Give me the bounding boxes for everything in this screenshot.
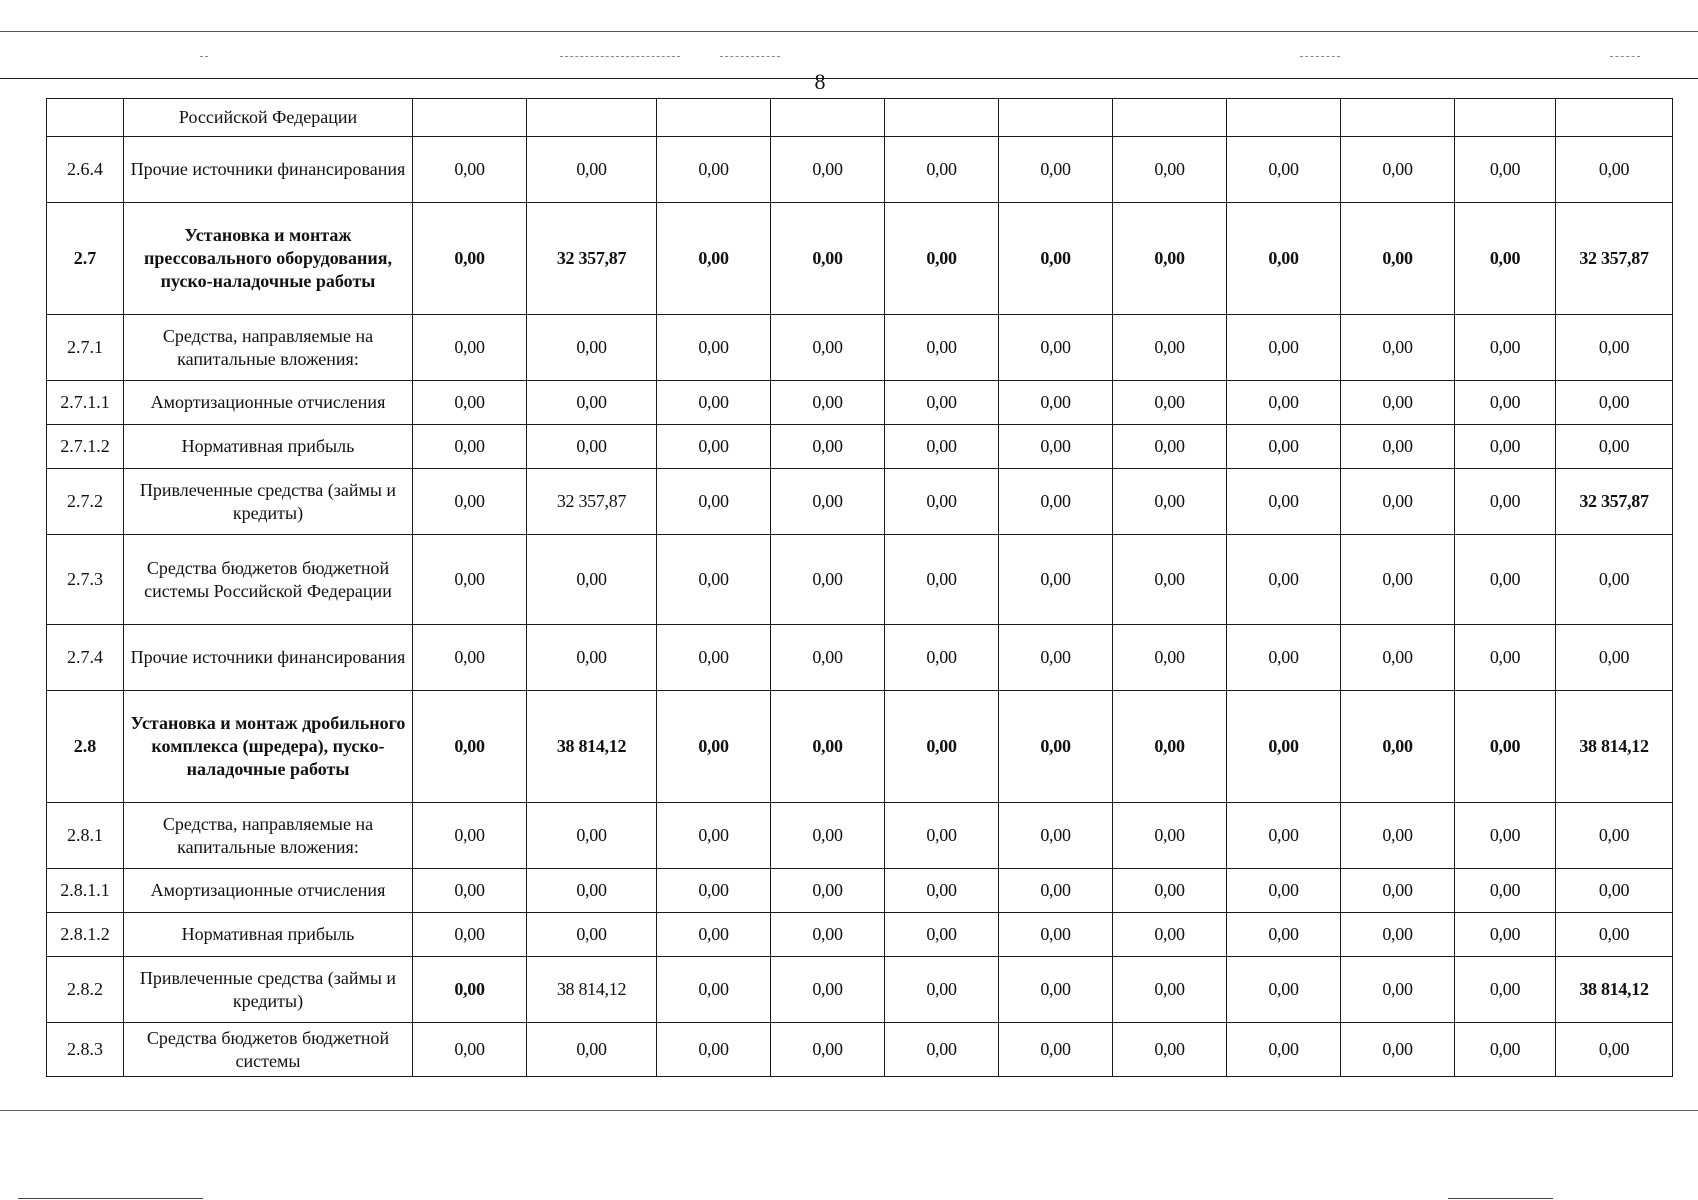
header-rule bbox=[0, 78, 1698, 79]
value-cell: 38 814,12 bbox=[1556, 957, 1673, 1023]
value-cell: 32 357,87 bbox=[527, 203, 657, 315]
row-description: Амортизационные отчисления bbox=[124, 381, 413, 425]
value-cell: 0,00 bbox=[1341, 691, 1455, 803]
scan-artifact bbox=[1300, 56, 1340, 57]
row-code: 2.7.4 bbox=[47, 625, 124, 691]
value-cell: 0,00 bbox=[1455, 1023, 1556, 1077]
value-cell: 0,00 bbox=[1455, 469, 1556, 535]
value-cell: 0,00 bbox=[657, 803, 771, 869]
value-cell: 0,00 bbox=[1341, 803, 1455, 869]
row-description: Нормативная прибыль bbox=[124, 425, 413, 469]
value-cell: 0,00 bbox=[1227, 869, 1341, 913]
value-cell: 0,00 bbox=[1113, 1023, 1227, 1077]
table-row bbox=[47, 315, 1673, 381]
value-cell: 0,00 bbox=[885, 137, 999, 203]
row-description: Средства, направляемые на капитальные вложения: bbox=[124, 803, 413, 869]
value-cell: 0,00 bbox=[999, 381, 1113, 425]
value-cell: 0,00 bbox=[413, 691, 527, 803]
value-cell: 0,00 bbox=[1113, 691, 1227, 803]
value-cell: 0,00 bbox=[413, 913, 527, 957]
value-cell: 0,00 bbox=[885, 1023, 999, 1077]
value-cell: 0,00 bbox=[1113, 381, 1227, 425]
row-code: 2.8.3 bbox=[47, 1023, 124, 1077]
value-cell: 0,00 bbox=[771, 803, 885, 869]
value-cell: 0,00 bbox=[771, 425, 885, 469]
value-cell: 0,00 bbox=[999, 469, 1113, 535]
row-description: Нормативная прибыль bbox=[124, 913, 413, 957]
table-row bbox=[47, 625, 1673, 691]
value-cell: 0,00 bbox=[1113, 535, 1227, 625]
value-cell bbox=[413, 99, 527, 137]
value-cell: 0,00 bbox=[1556, 869, 1673, 913]
value-cell: 0,00 bbox=[1455, 315, 1556, 381]
value-cell: 0,00 bbox=[657, 869, 771, 913]
value-cell: 0,00 bbox=[999, 203, 1113, 315]
table-row bbox=[47, 99, 1673, 137]
row-code: 2.7.1.1 bbox=[47, 381, 124, 425]
value-cell: 0,00 bbox=[1113, 203, 1227, 315]
value-cell: 0,00 bbox=[527, 137, 657, 203]
value-cell: 0,00 bbox=[1227, 803, 1341, 869]
value-cell: 0,00 bbox=[885, 315, 999, 381]
value-cell: 0,00 bbox=[413, 203, 527, 315]
value-cell bbox=[1556, 99, 1673, 137]
scan-artifact bbox=[720, 56, 780, 57]
value-cell: 0,00 bbox=[885, 625, 999, 691]
value-cell: 0,00 bbox=[1113, 803, 1227, 869]
value-cell: 0,00 bbox=[1341, 869, 1455, 913]
value-cell: 0,00 bbox=[527, 425, 657, 469]
value-cell: 0,00 bbox=[413, 957, 527, 1023]
value-cell: 0,00 bbox=[771, 137, 885, 203]
value-cell bbox=[657, 99, 771, 137]
value-cell: 38 814,12 bbox=[527, 957, 657, 1023]
value-cell: 0,00 bbox=[1227, 315, 1341, 381]
row-code: 2.8.2 bbox=[47, 957, 124, 1023]
value-cell: 0,00 bbox=[657, 315, 771, 381]
value-cell: 0,00 bbox=[413, 469, 527, 535]
value-cell bbox=[999, 99, 1113, 137]
value-cell: 0,00 bbox=[413, 1023, 527, 1077]
value-cell: 0,00 bbox=[1455, 869, 1556, 913]
row-code: 2.7 bbox=[47, 203, 124, 315]
value-cell: 0,00 bbox=[1227, 203, 1341, 315]
value-cell: 0,00 bbox=[1227, 625, 1341, 691]
table-row bbox=[47, 381, 1673, 425]
value-cell: 0,00 bbox=[1455, 203, 1556, 315]
value-cell: 0,00 bbox=[1227, 469, 1341, 535]
value-cell: 0,00 bbox=[999, 913, 1113, 957]
scan-artifact bbox=[560, 56, 680, 57]
row-description: Средства бюджетов бюджетной системы Российской Федерации bbox=[124, 535, 413, 625]
table-row bbox=[47, 425, 1673, 469]
value-cell: 0,00 bbox=[527, 625, 657, 691]
value-cell: 0,00 bbox=[527, 869, 657, 913]
row-description: Прочие источники финансирования bbox=[124, 625, 413, 691]
value-cell: 0,00 bbox=[1227, 137, 1341, 203]
value-cell: 0,00 bbox=[527, 803, 657, 869]
value-cell: 0,00 bbox=[771, 381, 885, 425]
value-cell: 0,00 bbox=[657, 425, 771, 469]
value-cell: 0,00 bbox=[999, 425, 1113, 469]
value-cell: 0,00 bbox=[527, 535, 657, 625]
row-code: 2.8.1.2 bbox=[47, 913, 124, 957]
value-cell: 0,00 bbox=[1113, 315, 1227, 381]
value-cell: 0,00 bbox=[1455, 803, 1556, 869]
row-code: 2.7.1 bbox=[47, 315, 124, 381]
value-cell: 0,00 bbox=[413, 425, 527, 469]
value-cell: 0,00 bbox=[999, 691, 1113, 803]
value-cell: 38 814,12 bbox=[527, 691, 657, 803]
scan-artifact bbox=[1610, 56, 1640, 57]
value-cell bbox=[885, 99, 999, 137]
value-cell: 0,00 bbox=[1341, 913, 1455, 957]
value-cell: 0,00 bbox=[1455, 691, 1556, 803]
value-cell: 0,00 bbox=[885, 425, 999, 469]
value-cell: 0,00 bbox=[413, 803, 527, 869]
value-cell: 0,00 bbox=[657, 957, 771, 1023]
value-cell: 0,00 bbox=[885, 957, 999, 1023]
row-description: Привлеченные средства (займы и кредиты) bbox=[124, 957, 413, 1023]
value-cell: 0,00 bbox=[657, 203, 771, 315]
value-cell: 32 357,87 bbox=[1556, 469, 1673, 535]
value-cell bbox=[1113, 99, 1227, 137]
row-description: Средства, направляемые на капитальные вложения: bbox=[124, 315, 413, 381]
table-row bbox=[47, 691, 1673, 803]
table-row bbox=[47, 203, 1673, 315]
value-cell: 0,00 bbox=[657, 137, 771, 203]
row-code: 2.8 bbox=[47, 691, 124, 803]
value-cell: 0,00 bbox=[1341, 625, 1455, 691]
value-cell: 0,00 bbox=[999, 315, 1113, 381]
value-cell: 0,00 bbox=[999, 625, 1113, 691]
value-cell: 0,00 bbox=[1455, 913, 1556, 957]
value-cell: 0,00 bbox=[771, 869, 885, 913]
value-cell bbox=[1455, 99, 1556, 137]
value-cell: 0,00 bbox=[771, 1023, 885, 1077]
row-code bbox=[47, 99, 124, 137]
value-cell: 0,00 bbox=[1227, 535, 1341, 625]
value-cell: 0,00 bbox=[1227, 691, 1341, 803]
value-cell: 0,00 bbox=[1556, 381, 1673, 425]
table-row bbox=[47, 803, 1673, 869]
value-cell: 0,00 bbox=[1113, 913, 1227, 957]
value-cell: 0,00 bbox=[771, 957, 885, 1023]
value-cell: 0,00 bbox=[413, 869, 527, 913]
value-cell: 0,00 bbox=[1341, 1023, 1455, 1077]
value-cell: 0,00 bbox=[1341, 381, 1455, 425]
value-cell: 32 357,87 bbox=[527, 469, 657, 535]
value-cell: 0,00 bbox=[1556, 913, 1673, 957]
value-cell: 0,00 bbox=[885, 691, 999, 803]
row-code: 2.7.3 bbox=[47, 535, 124, 625]
value-cell: 0,00 bbox=[885, 869, 999, 913]
scan-artifact bbox=[200, 56, 208, 57]
value-cell: 32 357,87 bbox=[1556, 203, 1673, 315]
value-cell: 0,00 bbox=[413, 137, 527, 203]
table-row bbox=[47, 913, 1673, 957]
table-row bbox=[47, 957, 1673, 1023]
value-cell: 0,00 bbox=[1455, 625, 1556, 691]
value-cell: 0,00 bbox=[1113, 469, 1227, 535]
value-cell: 0,00 bbox=[1556, 137, 1673, 203]
value-cell: 0,00 bbox=[1556, 315, 1673, 381]
header-rule-top bbox=[0, 31, 1698, 32]
value-cell: 0,00 bbox=[1341, 957, 1455, 1023]
row-description: Привлеченные средства (займы и кредиты) bbox=[124, 469, 413, 535]
value-cell: 0,00 bbox=[999, 137, 1113, 203]
row-code: 2.8.1 bbox=[47, 803, 124, 869]
value-cell: 0,00 bbox=[885, 803, 999, 869]
value-cell: 0,00 bbox=[657, 691, 771, 803]
value-cell: 0,00 bbox=[999, 957, 1113, 1023]
value-cell: 0,00 bbox=[1556, 425, 1673, 469]
value-cell: 0,00 bbox=[527, 913, 657, 957]
table-body bbox=[47, 99, 1673, 1077]
value-cell: 0,00 bbox=[1455, 957, 1556, 1023]
value-cell: 0,00 bbox=[1556, 535, 1673, 625]
table-row bbox=[47, 1023, 1673, 1077]
value-cell: 0,00 bbox=[657, 381, 771, 425]
row-code: 2.7.1.2 bbox=[47, 425, 124, 469]
table-row bbox=[47, 137, 1673, 203]
value-cell: 0,00 bbox=[657, 1023, 771, 1077]
row-description: Установка и монтаж дробильного комплекса (шредера), пуско-наладочные работы bbox=[124, 691, 413, 803]
value-cell: 0,00 bbox=[771, 913, 885, 957]
value-cell bbox=[1341, 99, 1455, 137]
value-cell: 0,00 bbox=[657, 469, 771, 535]
value-cell: 0,00 bbox=[1227, 913, 1341, 957]
value-cell: 0,00 bbox=[1227, 381, 1341, 425]
value-cell: 0,00 bbox=[771, 691, 885, 803]
footer-rule-right bbox=[1448, 1198, 1553, 1199]
table-row bbox=[47, 869, 1673, 913]
page-number: 8 bbox=[814, 69, 826, 94]
value-cell: 0,00 bbox=[1227, 1023, 1341, 1077]
value-cell: 0,00 bbox=[1455, 535, 1556, 625]
value-cell: 0,00 bbox=[413, 625, 527, 691]
value-cell: 0,00 bbox=[1556, 803, 1673, 869]
table-row bbox=[47, 535, 1673, 625]
value-cell: 0,00 bbox=[771, 203, 885, 315]
value-cell bbox=[771, 99, 885, 137]
value-cell: 0,00 bbox=[885, 381, 999, 425]
value-cell: 0,00 bbox=[1341, 469, 1455, 535]
value-cell: 0,00 bbox=[999, 1023, 1113, 1077]
value-cell: 0,00 bbox=[999, 803, 1113, 869]
value-cell: 0,00 bbox=[1341, 315, 1455, 381]
footer-rule bbox=[0, 1110, 1698, 1111]
value-cell: 0,00 bbox=[657, 625, 771, 691]
row-description: Российской Федерации bbox=[124, 99, 413, 137]
value-cell: 0,00 bbox=[1113, 137, 1227, 203]
value-cell: 0,00 bbox=[1227, 957, 1341, 1023]
row-description: Амортизационные отчисления bbox=[124, 869, 413, 913]
value-cell: 0,00 bbox=[1556, 625, 1673, 691]
value-cell: 0,00 bbox=[1341, 203, 1455, 315]
value-cell: 0,00 bbox=[1113, 425, 1227, 469]
value-cell: 0,00 bbox=[771, 469, 885, 535]
footer-rule-left bbox=[18, 1198, 203, 1199]
value-cell: 0,00 bbox=[771, 625, 885, 691]
value-cell: 0,00 bbox=[527, 381, 657, 425]
value-cell: 0,00 bbox=[771, 535, 885, 625]
table-row bbox=[47, 469, 1673, 535]
value-cell: 0,00 bbox=[1113, 957, 1227, 1023]
value-cell: 0,00 bbox=[413, 535, 527, 625]
value-cell: 0,00 bbox=[1455, 137, 1556, 203]
value-cell: 0,00 bbox=[1113, 625, 1227, 691]
value-cell: 0,00 bbox=[1556, 1023, 1673, 1077]
value-cell: 0,00 bbox=[885, 203, 999, 315]
value-cell: 0,00 bbox=[1341, 137, 1455, 203]
row-code: 2.7.2 bbox=[47, 469, 124, 535]
value-cell: 0,00 bbox=[771, 315, 885, 381]
value-cell: 0,00 bbox=[885, 913, 999, 957]
value-cell: 0,00 bbox=[885, 469, 999, 535]
value-cell: 0,00 bbox=[885, 535, 999, 625]
value-cell: 0,00 bbox=[1227, 425, 1341, 469]
financing-table bbox=[46, 98, 1673, 1077]
value-cell: 0,00 bbox=[527, 1023, 657, 1077]
value-cell: 0,00 bbox=[1341, 535, 1455, 625]
row-description: Прочие источники финансирования bbox=[124, 137, 413, 203]
value-cell: 0,00 bbox=[1341, 425, 1455, 469]
value-cell: 0,00 bbox=[413, 381, 527, 425]
value-cell: 0,00 bbox=[527, 315, 657, 381]
value-cell: 0,00 bbox=[1455, 381, 1556, 425]
value-cell: 0,00 bbox=[657, 535, 771, 625]
row-description: Установка и монтаж прессовального оборудования, пуско-наладочные работы bbox=[124, 203, 413, 315]
row-code: 2.8.1.1 bbox=[47, 869, 124, 913]
row-description: Средства бюджетов бюджетной системы bbox=[124, 1023, 413, 1077]
value-cell: 0,00 bbox=[1455, 425, 1556, 469]
value-cell: 0,00 bbox=[1113, 869, 1227, 913]
value-cell: 0,00 bbox=[999, 535, 1113, 625]
value-cell: 0,00 bbox=[413, 315, 527, 381]
value-cell: 38 814,12 bbox=[1556, 691, 1673, 803]
value-cell bbox=[1227, 99, 1341, 137]
value-cell bbox=[527, 99, 657, 137]
row-code: 2.6.4 bbox=[47, 137, 124, 203]
value-cell: 0,00 bbox=[999, 869, 1113, 913]
value-cell: 0,00 bbox=[657, 913, 771, 957]
